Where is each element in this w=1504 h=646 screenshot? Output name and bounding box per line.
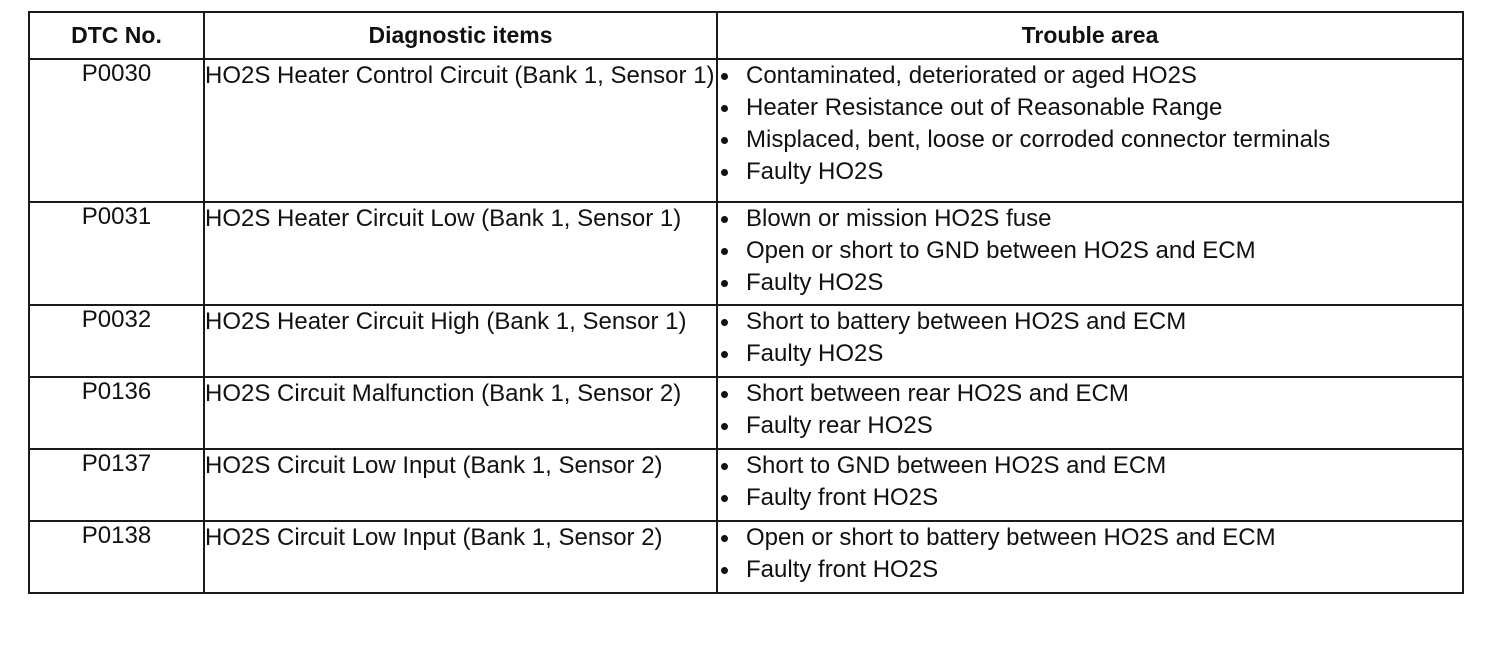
dtc-code: P0031 [29,202,204,305]
header-diagnostic-items: Diagnostic items [204,12,717,59]
diagnostic-item: HO2S Circuit Malfunction (Bank 1, Sensor 2) [204,377,717,449]
dtc-code: P0032 [29,305,204,377]
trouble-list-item: Short to GND between HO2S and ECM [718,450,1462,482]
trouble-list-item: Contaminated, deteriorated or aged HO2S [718,60,1462,92]
diagnostic-item: HO2S Heater Circuit High (Bank 1, Sensor 1) [204,305,717,377]
trouble-list [718,306,1462,370]
table-row [29,521,1463,593]
diagnostic-item: HO2S Heater Control Circuit (Bank 1, Sensor 1) [204,59,717,202]
trouble-area [717,305,1463,377]
table-row [29,305,1463,377]
trouble-list-item: Heater Resistance out of Reasonable Range [718,92,1462,124]
table-header [29,12,1463,59]
trouble-list-item: Open or short to battery between HO2S and ECM [718,522,1462,554]
trouble-list [718,60,1462,188]
table-row [29,59,1463,202]
trouble-list [718,203,1462,299]
table-row [29,202,1463,305]
header-trouble-area: Trouble area [717,12,1463,59]
trouble-list-item: Faulty front HO2S [718,482,1462,514]
trouble-list-item: Misplaced, bent, loose or corroded connector terminals [718,124,1462,156]
dtc-code: P0137 [29,449,204,521]
trouble-list-item: Short between rear HO2S and ECM [718,378,1462,410]
dtc-code: P0030 [29,59,204,202]
trouble-list-item: Faulty front HO2S [718,554,1462,586]
trouble-list [718,450,1462,514]
trouble-area [717,202,1463,305]
trouble-area [717,59,1463,202]
table-row [29,377,1463,449]
trouble-area [717,377,1463,449]
header-dtc-no: DTC No. [29,12,204,59]
trouble-list-item: Faulty rear HO2S [718,410,1462,442]
trouble-list [718,378,1462,442]
diagnostic-item: HO2S Circuit Low Input (Bank 1, Sensor 2) [204,449,717,521]
trouble-list-item: Faulty HO2S [718,338,1462,370]
trouble-area [717,521,1463,593]
trouble-area [717,449,1463,521]
diagnostic-item: HO2S Heater Circuit Low (Bank 1, Sensor 1) [204,202,717,305]
trouble-list [718,522,1462,586]
trouble-list-item: Faulty HO2S [718,156,1462,188]
trouble-list-item: Short to battery between HO2S and ECM [718,306,1462,338]
trouble-list-item: Open or short to GND between HO2S and ECM [718,235,1462,267]
table-row [29,449,1463,521]
header-row [29,12,1463,59]
table-body [29,59,1463,593]
dtc-code: P0136 [29,377,204,449]
dtc-table [28,11,1464,594]
diagnostic-item: HO2S Circuit Low Input (Bank 1, Sensor 2) [204,521,717,593]
trouble-list-item: Faulty HO2S [718,267,1462,299]
trouble-list-item: Blown or mission HO2S fuse [718,203,1462,235]
dtc-code: P0138 [29,521,204,593]
